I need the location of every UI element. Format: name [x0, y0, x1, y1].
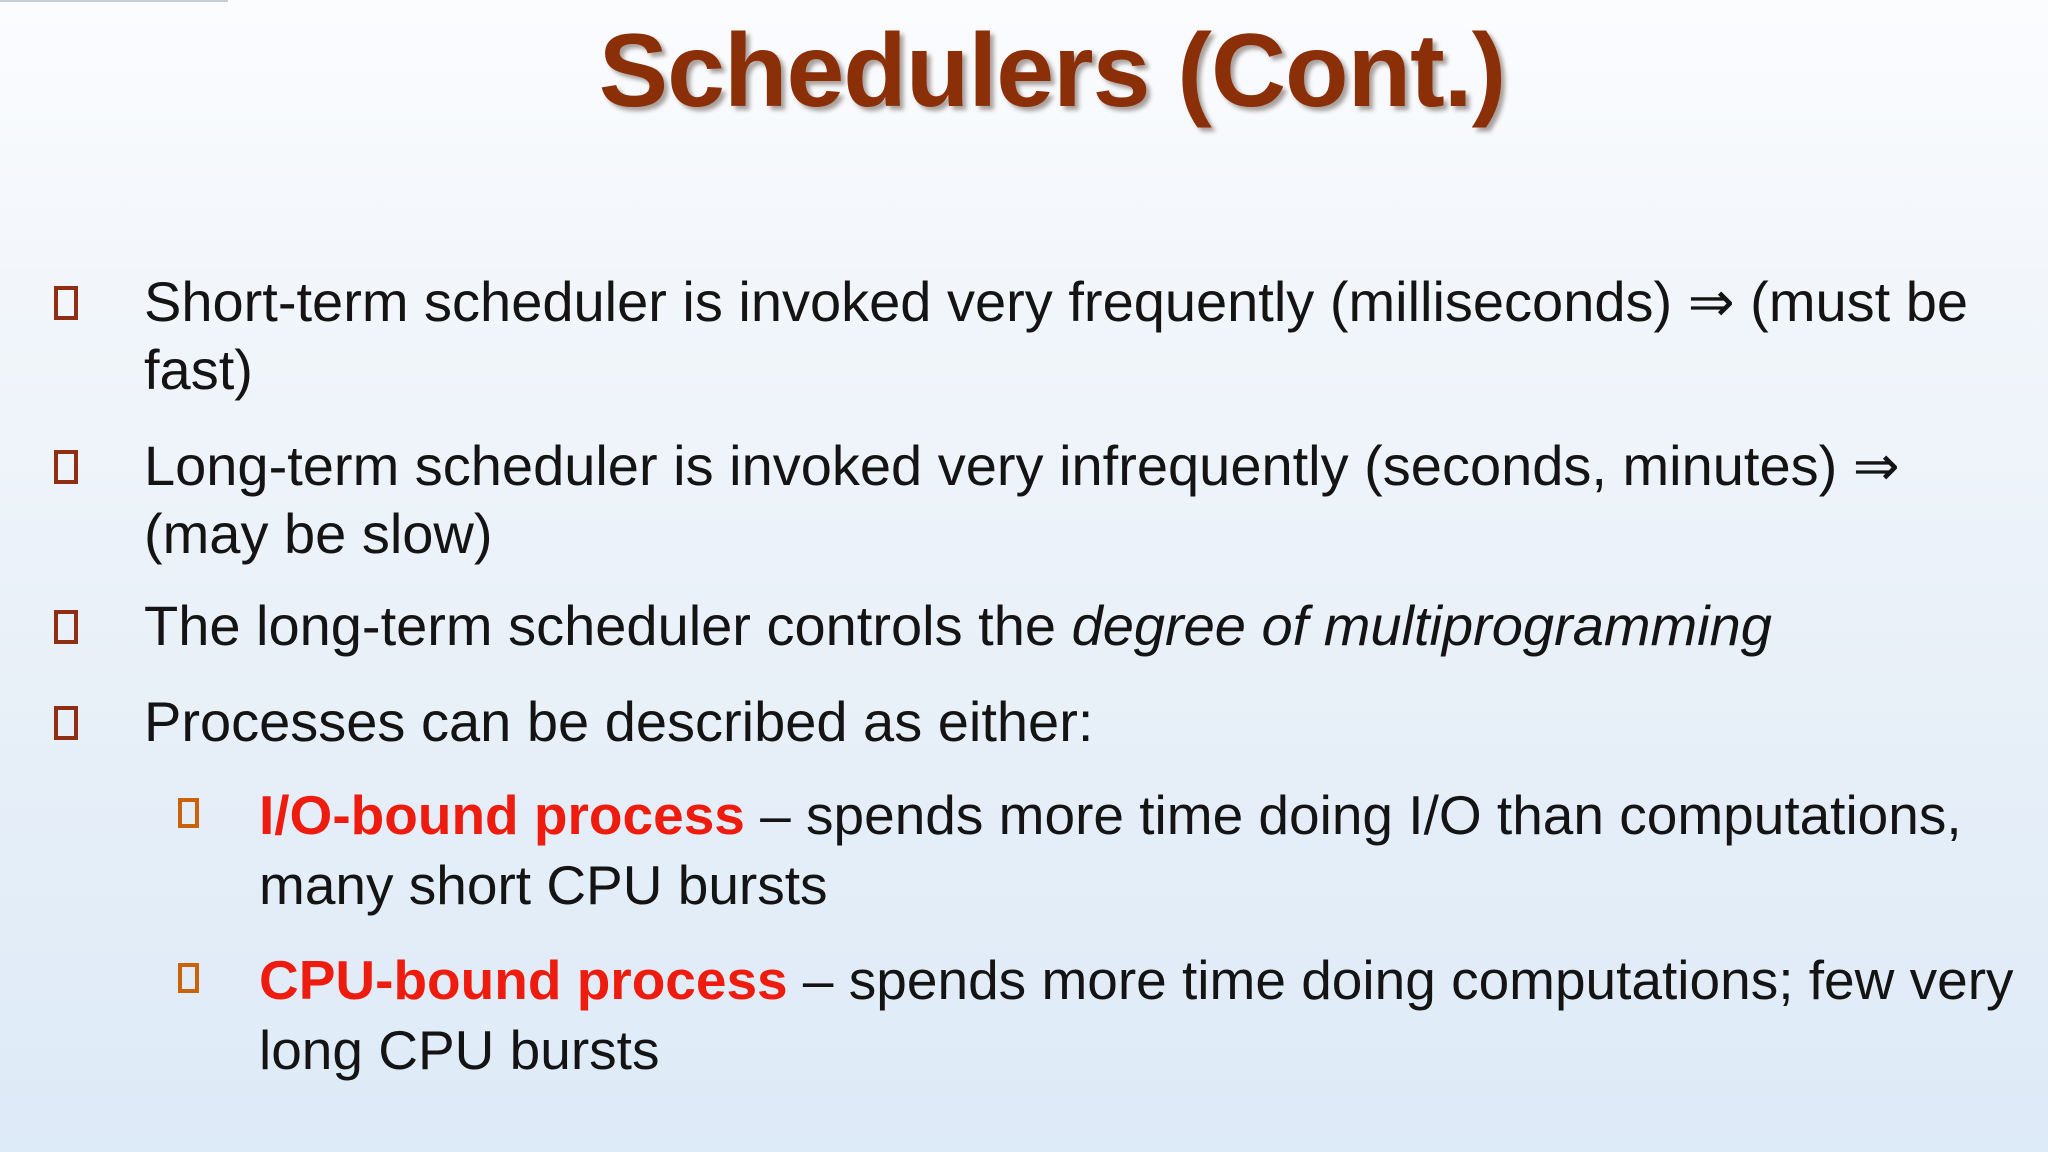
sub-bullet-text [259, 780, 2018, 920]
top-divider [0, 0, 228, 2]
bullet-square-icon [54, 286, 78, 320]
bullet-text: Short-term scheduler is invoked very frequently (milliseconds) ⇒ (must be fast) [144, 270, 1969, 401]
bullet-item [54, 268, 2014, 404]
term-io-bound: I/O-bound process [259, 784, 745, 846]
term-description: – spends more time doing computations; few very long CPU bursts [259, 949, 2014, 1081]
term-cpu-bound: CPU-bound process [259, 949, 788, 1011]
sub-bullet-square-icon [178, 798, 199, 828]
sub-bullet-item [178, 945, 2018, 1085]
bullet-item [54, 688, 2014, 756]
term-description: – spends more time doing I/O than computations, many short CPU bursts [259, 784, 1962, 916]
bullet-square-icon [54, 450, 78, 484]
bullet-item [54, 432, 2014, 568]
bullet-square-icon [54, 706, 78, 740]
slide-title: Schedulers (Cont.) [598, 13, 1506, 129]
sub-bullet-item [178, 780, 2018, 920]
sub-bullet-square-icon [178, 963, 199, 993]
sub-bullet-text [259, 945, 2018, 1085]
bullet-text-lead: The long-term scheduler controls the [144, 594, 1072, 657]
bullet-item [54, 592, 2014, 660]
bullet-text: Processes can be described as either: [144, 690, 1094, 753]
emphasized-phrase: degree of multiprogramming [1071, 594, 1772, 657]
bullet-text: Long-term scheduler is invoked very infrequently (seconds, minutes) ⇒ (may be slow) [144, 434, 1900, 565]
bullet-text [144, 592, 2014, 660]
bullet-square-icon [54, 610, 78, 644]
